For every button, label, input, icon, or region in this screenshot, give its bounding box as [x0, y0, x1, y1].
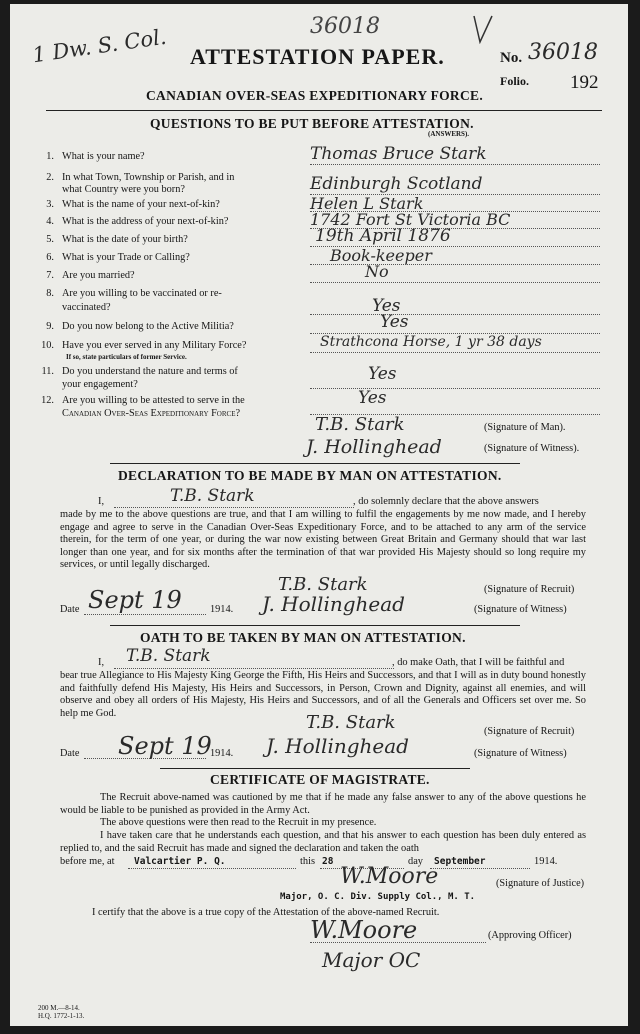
certificate-this: this	[300, 856, 316, 867]
certificate-day-label: day	[408, 856, 424, 867]
pencil-number: 36018	[310, 14, 380, 39]
footer-print-line1: 200 M.—8-14.	[38, 1004, 80, 1012]
question-7: 7. Are you married?	[46, 270, 135, 281]
oath-date-label: Date	[60, 748, 80, 759]
question-2-cont: what Country were you born?	[62, 184, 185, 195]
declaration-year: 1914.	[210, 604, 234, 615]
question-10-note: If so, state particulars of former Service.	[66, 353, 187, 361]
question-12-cont: Canadian Over-Seas Expeditionary Force?	[62, 408, 241, 419]
footer-print-line2: H.Q. 1772-1-13.	[38, 1012, 85, 1020]
number-value: 36018	[528, 40, 598, 65]
question-6: 6. What is your Trade or Calling?	[46, 252, 190, 263]
declaration-witness-signature: J. Hollinghead	[262, 592, 405, 616]
oath-i: I,	[98, 657, 105, 668]
officer-stamp: Major, O. C. Div. Supply Col., M. T.	[280, 892, 476, 902]
declaration-i: I,	[98, 496, 105, 507]
question-2: 2. In what Town, Township or Parish, and in	[46, 172, 235, 183]
question-8-cont: vaccinated?	[62, 302, 111, 313]
document-subtitle: CANADIAN OVER-SEAS EXPEDITIONARY FORCE.	[146, 88, 484, 103]
answer-6: Book-keeper	[330, 246, 432, 265]
answer-5: 19th April 1876	[315, 226, 451, 246]
declaration-line1: , do solemnly declare that the above answers	[353, 496, 539, 507]
answer-8: Yes	[372, 296, 401, 316]
attestation-paper	[10, 4, 628, 1026]
man-signature: T.B. Stark	[315, 414, 405, 435]
answers-label: (ANSWERS).	[428, 130, 470, 138]
oath-year: 1914.	[210, 748, 234, 759]
document-title: ATTESTATION PAPER.	[190, 44, 445, 69]
answer-11: Yes	[368, 364, 397, 384]
witness-signature: J. Hollinghead	[306, 436, 442, 458]
oath-sig-recruit-label: (Signature of Recruit)	[484, 726, 575, 737]
declaration-date-label: Date	[60, 604, 80, 615]
margin-note: 1 Dw. S. Col.	[30, 24, 168, 68]
certificate-p1: The Recruit above-named was cautioned by me that if he made any false answer to any of the above questions he would be liable to be punished as provided in the Army Act.	[60, 792, 586, 816]
justice-label: (Signature of Justice)	[496, 878, 585, 889]
question-9: 9. Do you now belong to the Active Militia?	[46, 321, 234, 332]
answer-12: Yes	[358, 388, 387, 408]
oath-recruit-signature: T.B. Stark	[306, 712, 396, 733]
declaration-date-value: Sept 19	[88, 586, 182, 614]
certificate-title: CERTIFICATE OF MAGISTRATE.	[210, 772, 430, 787]
answer-9: Yes	[380, 312, 409, 332]
answer-2: Edinburgh Scotland	[310, 174, 483, 194]
certificate-day-num: 28	[322, 856, 334, 867]
certificate-p2: The above questions were then read to the Recruit in my presence.	[100, 817, 377, 828]
certificate-month: September	[434, 856, 486, 867]
questions-title: QUESTIONS TO BE PUT BEFORE ATTESTATION.	[150, 116, 474, 131]
folio-value: 192	[570, 72, 599, 93]
certificate-certify: I certify that the above is a true copy of the Attestation of the above-named Recruit.	[92, 907, 440, 918]
approving-rank: Major OC	[322, 948, 421, 972]
header-divider	[46, 110, 602, 111]
question-3: 3. What is the name of your next-of-kin?	[46, 199, 220, 210]
approving-signature: W.Moore	[310, 916, 418, 944]
number-label: No.	[500, 50, 523, 66]
question-4: 4. What is the address of your next-of-kin?	[46, 216, 229, 227]
question-11-cont: your engagement?	[62, 379, 138, 390]
certificate-place: Valcartier P. Q.	[134, 856, 226, 867]
folio-label: Folio.	[500, 74, 529, 88]
declaration-name: T.B. Stark	[170, 486, 255, 506]
question-11: 11. Do you understand the nature and terms of	[41, 366, 238, 377]
check-mark	[472, 14, 494, 44]
answer-4: 1742 Fort St Victoria BC	[310, 210, 511, 229]
declaration-recruit-signature: T.B. Stark	[278, 574, 368, 595]
question-12: 12. Are you willing to be attested to serve in the	[41, 395, 245, 406]
certificate-year: 1914.	[534, 856, 558, 867]
answer-1: Thomas Bruce Stark	[310, 144, 487, 164]
answer-10: Strathcona Horse, 1 yr 38 days	[320, 334, 542, 350]
question-10: 10. Have you ever served in any Military Force?	[41, 340, 247, 351]
oath-date-value: Sept 19	[118, 732, 212, 760]
declaration-sig-recruit-label: (Signature of Recruit)	[484, 584, 575, 595]
oath-line1: , do make Oath, that I will be faithful and	[392, 657, 565, 668]
justice-signature: W.Moore	[340, 864, 439, 889]
oath-witness-signature: J. Hollinghead	[266, 734, 409, 758]
question-5: 5. What is the date of your birth?	[46, 234, 188, 245]
certificate-p3: I have taken care that he understands each question, and that his answer to each question has been duly entered as replied to, and the said Recruit has made and signed the declaration and taken the oath	[60, 830, 586, 854]
declaration-body: made by me to the above questions are true, and that I am willing to fulfil the engagements by me now made, and I hereby engage and agree to serve in the Canadian Over-Seas Expeditionary Force, and to be attached to any arm of the service therein, for the term of one year, or during the war now existing between Great Britain and Germany should that war last longer than one year, and for six months after the termination of that war provided His Majesty should so long require my services, or until legally discharged.	[60, 509, 586, 571]
question-8: 8. Are you willing to be vaccinated or re-	[46, 288, 222, 299]
oath-name: T.B. Stark	[126, 646, 211, 666]
answer-7: No	[365, 262, 389, 281]
oath-sig-witness-label: (Signature of Witness)	[474, 748, 567, 759]
approving-label: (Approving Officer)	[488, 930, 572, 941]
answer-3: Helen L Stark	[310, 194, 424, 213]
declaration-title: DECLARATION TO BE MADE BY MAN ON ATTESTATION.	[118, 468, 502, 483]
sig-man-label: (Signature of Man).	[484, 422, 566, 433]
declaration-sig-witness-label: (Signature of Witness)	[474, 604, 567, 615]
sig-witness-label: (Signature of Witness).	[484, 443, 580, 454]
certificate-before-me: before me, at	[60, 856, 115, 867]
oath-title: OATH TO BE TAKEN BY MAN ON ATTESTATION.	[140, 630, 466, 645]
question-1: 1. What is your name?	[46, 151, 145, 162]
oath-body: bear true Allegiance to His Majesty King George the Fifth, His Heirs and Successors, and that I will as in duty bound honestly and faithfully defend His Majesty, His Heirs and Successors, in Person, Crown and Dignity, against all enemies, and will observe and obey all orders of His Majesty, His Heirs and Successors, and of all the Generals and Officers set over me. So help me God.	[60, 670, 586, 719]
